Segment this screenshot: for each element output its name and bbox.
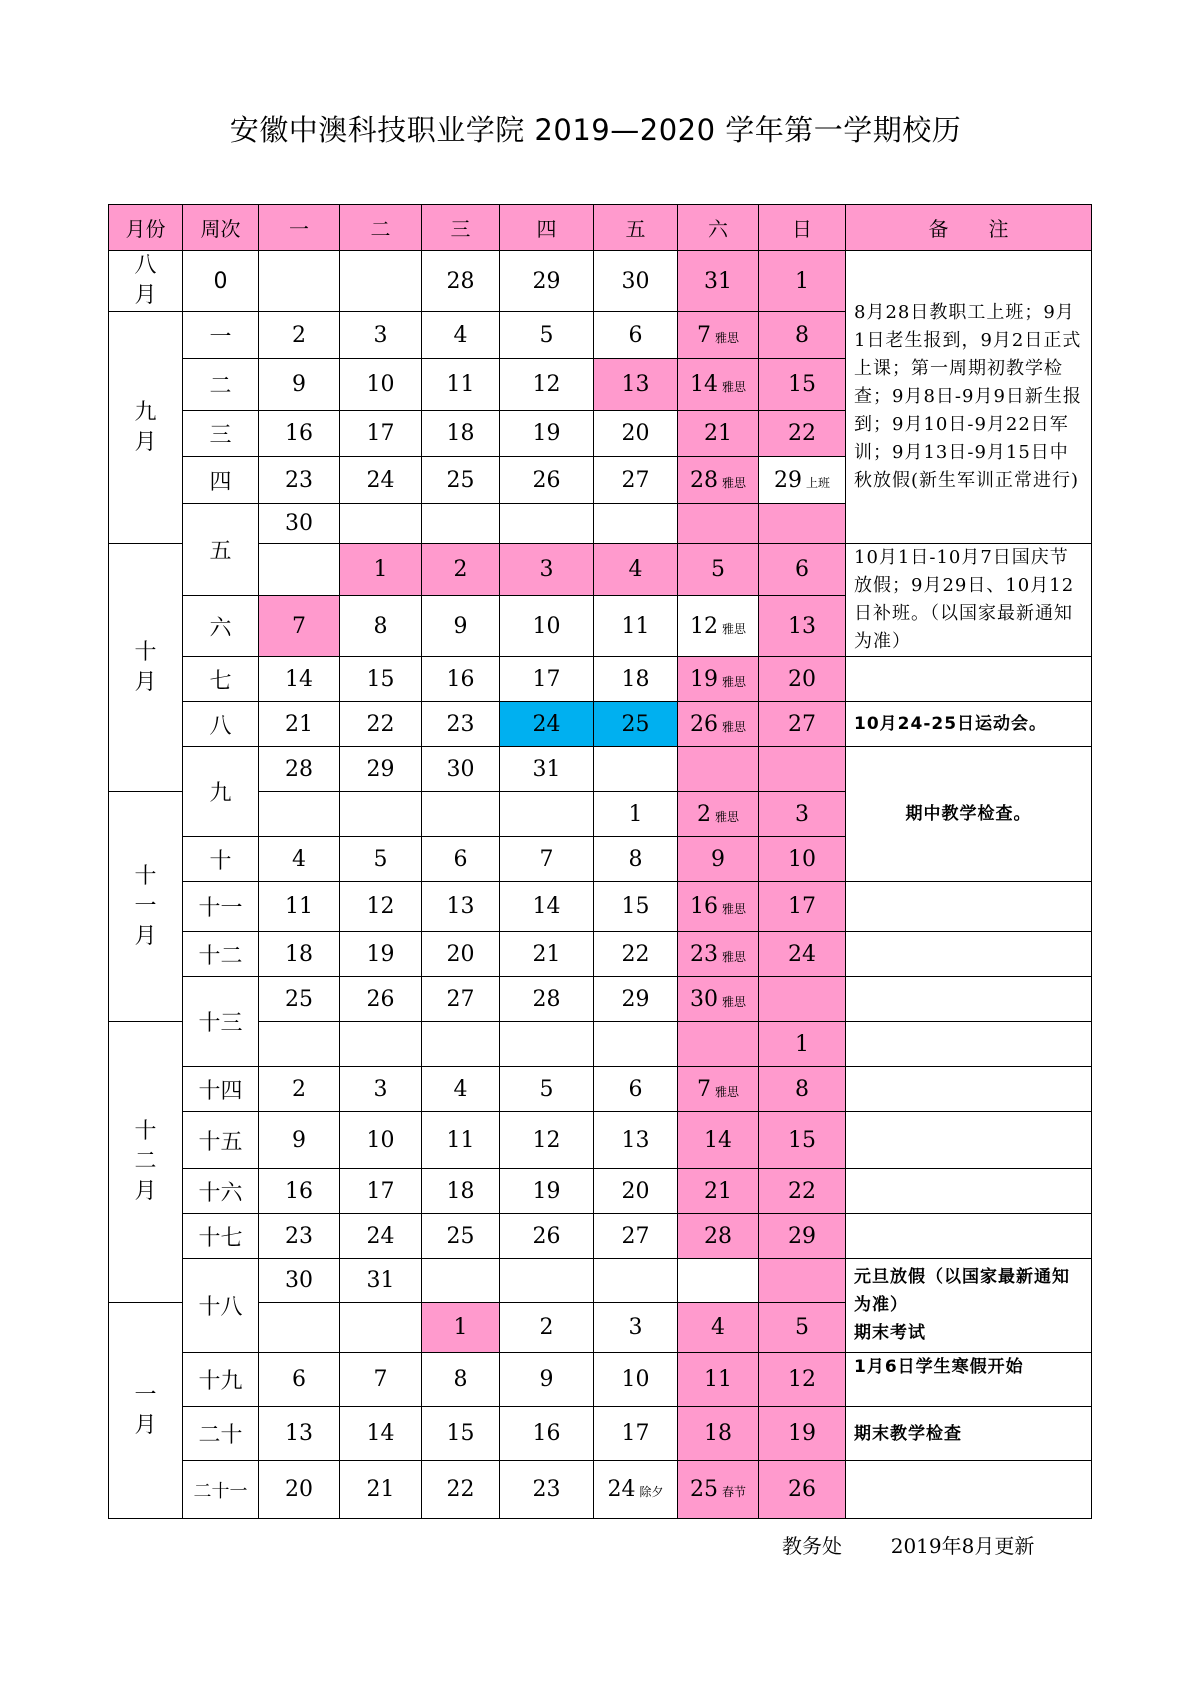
day-cell: 31 <box>678 251 759 312</box>
day-cell: 20 <box>594 411 678 457</box>
table-row <box>109 1214 1092 1259</box>
day-cell: 28 <box>422 251 500 312</box>
day-cell: 16 雅思 <box>678 882 759 932</box>
day-cell: 11 <box>422 1112 500 1169</box>
day-cell: 22 <box>340 702 422 747</box>
day-cell: 21 <box>259 702 340 747</box>
day-cell <box>500 1022 594 1067</box>
table-row <box>109 1259 1092 1303</box>
day-cell: 24 <box>340 457 422 504</box>
day-cell: 11 <box>678 1353 759 1407</box>
day-cell: 5 <box>500 312 594 359</box>
day-cell: 24 <box>340 1214 422 1259</box>
table-row <box>109 1067 1092 1112</box>
day-cell: 3 <box>340 1067 422 1112</box>
day-cell: 24 <box>759 932 846 977</box>
day-cell <box>594 504 678 544</box>
day-cell: 10 <box>594 1353 678 1407</box>
day-cell: 6 <box>759 544 846 596</box>
day-cell: 22 <box>759 1169 846 1214</box>
table-row <box>109 747 1092 792</box>
day-cell <box>340 1303 422 1353</box>
day-cell: 7 雅思 <box>678 1067 759 1112</box>
table-row <box>109 1169 1092 1214</box>
week-label: 三 <box>183 411 259 457</box>
day-cell: 6 <box>594 1067 678 1112</box>
table-row <box>109 1407 1092 1461</box>
day-cell <box>259 544 340 596</box>
day-cell: 23 <box>259 457 340 504</box>
day-cell: 17 <box>340 411 422 457</box>
day-cell: 15 <box>340 657 422 702</box>
day-cell: 12 <box>500 1112 594 1169</box>
day-cell <box>422 504 500 544</box>
day-cell <box>678 1259 759 1303</box>
remark-october: 10月1日-10月7日国庆节放假；9月29日、10月12日补班。（以国家最新通知为准） <box>846 544 1092 657</box>
remark-newyear-text: 元旦放假（以国家最新通知为准） <box>854 1267 1070 1315</box>
week-label: 四 <box>183 457 259 504</box>
day-cell: 27 <box>759 702 846 747</box>
day-cell: 12 <box>759 1353 846 1407</box>
day-cell: 20 <box>759 657 846 702</box>
day-cell: 14 <box>340 1407 422 1461</box>
week-label: 八 <box>183 702 259 747</box>
day-cell: 14 <box>259 657 340 702</box>
week-label: 十六 <box>183 1169 259 1214</box>
week-label: 七 <box>183 657 259 702</box>
day-cell: 17 <box>759 882 846 932</box>
remark-endcheck: 期末教学检查 <box>846 1407 1092 1461</box>
day-cell <box>500 504 594 544</box>
work-tag: 上班 <box>805 475 830 490</box>
day-cell <box>259 1022 340 1067</box>
day-cell <box>340 504 422 544</box>
week-label: 二十 <box>183 1407 259 1461</box>
day-cell: 10 <box>340 359 422 411</box>
remark-cell <box>846 1112 1092 1169</box>
day-cell <box>259 251 340 312</box>
remark-cell <box>846 657 1092 702</box>
day-cell: 4 <box>259 837 340 882</box>
week-label: 五 <box>183 504 259 596</box>
week-label: 十四 <box>183 1067 259 1112</box>
month-jan: 一月 <box>109 1303 183 1519</box>
day-cell <box>678 747 759 792</box>
day-cell: 14 <box>500 882 594 932</box>
table-row <box>109 882 1092 932</box>
ielts-tag: 雅思 <box>721 949 746 964</box>
day-cell <box>340 251 422 312</box>
day-cell: 30 <box>594 251 678 312</box>
day-cell: 13 <box>594 1112 678 1169</box>
day-cell: 10 <box>759 837 846 882</box>
remark-cell <box>846 1169 1092 1214</box>
day-cell <box>340 1022 422 1067</box>
day-cell: 2 雅思 <box>678 792 759 837</box>
week-label: 二 <box>183 359 259 411</box>
day-cell: 25 <box>422 457 500 504</box>
ielts-tag: 雅思 <box>721 994 746 1009</box>
week-label: 十五 <box>183 1112 259 1169</box>
day-cell: 24 除夕 <box>594 1461 678 1519</box>
day-cell: 23 <box>259 1214 340 1259</box>
day-cell: 9 <box>259 359 340 411</box>
day-cell: 28 <box>500 977 594 1022</box>
day-cell: 30 <box>422 747 500 792</box>
header-row <box>109 205 1092 251</box>
header-sun: 日 <box>759 205 846 251</box>
day-cell: 25 <box>259 977 340 1022</box>
day-cell: 7 <box>259 596 340 657</box>
day-cell <box>340 792 422 837</box>
week-label: 二十一 <box>183 1461 259 1519</box>
day-cell: 5 <box>759 1303 846 1353</box>
day-cell: 8 <box>340 596 422 657</box>
day-cell: 5 <box>500 1067 594 1112</box>
month-dec: 十二月 <box>109 1022 183 1303</box>
day-cell: 6 <box>594 312 678 359</box>
week-label: 十七 <box>183 1214 259 1259</box>
day-cell: 22 <box>759 411 846 457</box>
day-cell: 4 <box>422 312 500 359</box>
calendar-table <box>108 204 1092 1519</box>
ielts-tag: 雅思 <box>721 621 746 636</box>
day-cell: 19 <box>500 411 594 457</box>
ielts-tag: 雅思 <box>721 902 746 916</box>
day-cell <box>594 1022 678 1067</box>
day-cell: 29 <box>594 977 678 1022</box>
month-nov: 十一月 <box>109 792 183 1022</box>
day-cell <box>422 792 500 837</box>
week-label: 十一 <box>183 882 259 932</box>
day-cell: 1 <box>340 544 422 596</box>
day-cell: 18 <box>422 1169 500 1214</box>
day-cell <box>422 1259 500 1303</box>
day-cell: 19 <box>340 932 422 977</box>
week-label: 十九 <box>183 1353 259 1407</box>
remark-cell <box>846 1022 1092 1067</box>
day-cell: 28 <box>259 747 340 792</box>
day-cell: 8 <box>759 1067 846 1112</box>
day-cell: 4 <box>594 544 678 596</box>
day-cell: 17 <box>340 1169 422 1214</box>
day-cell: 13 <box>259 1407 340 1461</box>
day-cell: 31 <box>340 1259 422 1303</box>
header-thu: 四 <box>500 205 594 251</box>
day-cell: 28 雅思 <box>678 457 759 504</box>
day-cell <box>678 1022 759 1067</box>
day-cell: 7 <box>340 1353 422 1407</box>
week-label: 一 <box>183 312 259 359</box>
day-cell: 8 <box>594 837 678 882</box>
week-label: 十三 <box>183 977 259 1067</box>
day-cell: 15 <box>759 359 846 411</box>
ielts-tag: 雅思 <box>721 380 746 394</box>
day-cell: 3 <box>594 1303 678 1353</box>
day-cell <box>422 1022 500 1067</box>
table-row <box>109 1461 1092 1519</box>
remark-september: 8月28日教职工上班；9月1日老生报到，9月2日正式上课；第一周期初教学检查；9月8日-9月9日新生报到；9月10日-9月22日军训；9月13日-9月15日中秋放假(新生军训正常进行) <box>846 251 1092 544</box>
day-cell: 20 <box>422 932 500 977</box>
day-cell: 31 <box>500 747 594 792</box>
remark-cell <box>846 977 1092 1022</box>
day-cell: 1 <box>759 1022 846 1067</box>
day-cell: 7 雅思 <box>678 312 759 359</box>
day-cell: 21 <box>340 1461 422 1519</box>
day-cell: 18 <box>422 411 500 457</box>
day-cell: 1 <box>594 792 678 837</box>
day-cell: 2 <box>500 1303 594 1353</box>
day-cell: 11 <box>422 359 500 411</box>
header-wed: 三 <box>422 205 500 251</box>
day-cell: 17 <box>594 1407 678 1461</box>
remark-finals-text: 期末考试 <box>854 1323 926 1343</box>
day-cell: 15 <box>759 1112 846 1169</box>
day-cell: 18 <box>594 657 678 702</box>
day-cell <box>500 792 594 837</box>
day-cell: 9 <box>259 1112 340 1169</box>
table-row <box>109 657 1092 702</box>
day-cell: 16 <box>259 411 340 457</box>
remark-cell <box>846 1214 1092 1259</box>
table-row <box>109 251 1092 312</box>
day-cell: 25 春节 <box>678 1461 759 1519</box>
day-cell <box>678 504 759 544</box>
header-tue: 二 <box>340 205 422 251</box>
day-cell: 11 <box>259 882 340 932</box>
day-cell <box>759 504 846 544</box>
day-cell: 8 <box>759 312 846 359</box>
day-cell: 21 <box>500 932 594 977</box>
day-cell: 11 <box>594 596 678 657</box>
remark-cell <box>846 882 1092 932</box>
day-cell: 15 <box>594 882 678 932</box>
day-cell: 3 <box>500 544 594 596</box>
day-cell: 29 <box>500 251 594 312</box>
ielts-tag: 雅思 <box>721 674 746 689</box>
day-cell: 7 <box>500 837 594 882</box>
day-cell: 26 雅思 <box>678 702 759 747</box>
day-cell: 16 <box>422 657 500 702</box>
day-cell: 5 <box>340 837 422 882</box>
day-cell: 10 <box>340 1112 422 1169</box>
remark-cell <box>846 1067 1092 1112</box>
day-cell: 9 <box>678 837 759 882</box>
day-cell: 1 <box>759 251 846 312</box>
header-month: 月份 <box>109 205 183 251</box>
table-row <box>109 932 1092 977</box>
day-cell <box>594 747 678 792</box>
day-cell: 23 雅思 <box>678 932 759 977</box>
remark-sports: 10月24-25日运动会。 <box>846 702 1092 747</box>
day-cell: 6 <box>259 1353 340 1407</box>
remark-cell <box>846 932 1092 977</box>
ielts-tag: 雅思 <box>714 809 739 824</box>
day-cell <box>259 792 340 837</box>
day-cell: 23 <box>422 702 500 747</box>
header-mon: 一 <box>259 205 340 251</box>
day-cell: 22 <box>422 1461 500 1519</box>
table-row <box>109 977 1092 1022</box>
day-cell: 20 <box>594 1169 678 1214</box>
day-cell: 12 <box>500 359 594 411</box>
ielts-tag: 雅思 <box>721 719 746 734</box>
week-label: 六 <box>183 596 259 657</box>
day-cell: 9 <box>422 596 500 657</box>
spring-festival-tag: 春节 <box>721 1485 746 1499</box>
page-title: 安徽中澳科技职业学院 2019—2020 学年第一学期校历 <box>229 113 962 147</box>
day-cell <box>759 977 846 1022</box>
day-cell: 26 <box>340 977 422 1022</box>
remark-winter: 1月6日学生寒假开始 <box>846 1353 1092 1407</box>
day-cell: 24 <box>500 702 594 747</box>
day-cell: 21 <box>678 411 759 457</box>
day-cell: 4 <box>422 1067 500 1112</box>
day-cell: 19 雅思 <box>678 657 759 702</box>
day-cell: 25 <box>594 702 678 747</box>
footer <box>782 1530 1034 1559</box>
table-row <box>109 702 1092 747</box>
day-cell: 17 <box>500 657 594 702</box>
day-cell <box>759 1259 846 1303</box>
day-cell: 13 <box>759 596 846 657</box>
day-cell: 8 <box>422 1353 500 1407</box>
header-sat: 六 <box>678 205 759 251</box>
day-cell: 16 <box>500 1407 594 1461</box>
week-label: 九 <box>183 747 259 837</box>
day-cell: 19 <box>500 1169 594 1214</box>
day-cell <box>500 1259 594 1303</box>
day-cell: 30 <box>259 504 340 544</box>
week-label: 0 <box>183 251 259 312</box>
day-cell: 30 雅思 <box>678 977 759 1022</box>
day-cell: 29 上班 <box>759 457 846 504</box>
day-cell: 16 <box>259 1169 340 1214</box>
day-cell: 3 <box>759 792 846 837</box>
day-cell: 19 <box>759 1407 846 1461</box>
day-cell: 26 <box>500 1214 594 1259</box>
day-cell: 25 <box>422 1214 500 1259</box>
day-cell: 15 <box>422 1407 500 1461</box>
day-cell: 10 <box>500 596 594 657</box>
day-cell: 2 <box>422 544 500 596</box>
new-year-eve-tag: 除夕 <box>639 1485 664 1499</box>
day-cell: 1 <box>422 1303 500 1353</box>
month-oct: 十月 <box>109 544 183 792</box>
day-cell: 4 <box>678 1303 759 1353</box>
day-cell: 26 <box>759 1461 846 1519</box>
day-cell: 6 <box>422 837 500 882</box>
day-cell: 13 <box>594 359 678 411</box>
remark-newyear <box>846 1259 1092 1353</box>
day-cell: 20 <box>259 1461 340 1519</box>
day-cell <box>759 747 846 792</box>
day-cell: 27 <box>422 977 500 1022</box>
week-label: 十 <box>183 837 259 882</box>
day-cell: 14 <box>678 1112 759 1169</box>
day-cell <box>594 1259 678 1303</box>
day-cell: 12 雅思 <box>678 596 759 657</box>
month-aug: 八月 <box>109 251 183 312</box>
day-cell: 26 <box>500 457 594 504</box>
table-row <box>109 1353 1092 1407</box>
day-cell: 27 <box>594 457 678 504</box>
day-cell: 21 <box>678 1169 759 1214</box>
day-cell: 9 <box>500 1353 594 1407</box>
day-cell: 27 <box>594 1214 678 1259</box>
header-week: 周次 <box>183 205 259 251</box>
header-remarks: 备 注 <box>846 205 1092 251</box>
remark-midterm: 期中教学检查。 <box>846 747 1092 882</box>
day-cell: 2 <box>259 1067 340 1112</box>
ielts-tag: 雅思 <box>721 475 746 490</box>
footer-office: 教务处 <box>782 1534 842 1558</box>
day-cell: 18 <box>678 1407 759 1461</box>
day-cell <box>259 1303 340 1353</box>
footer-date: 2019年8月更新 <box>890 1534 1035 1558</box>
day-cell: 30 <box>259 1259 340 1303</box>
day-cell: 28 <box>678 1214 759 1259</box>
month-sep: 九月 <box>109 312 183 544</box>
week-label: 十八 <box>183 1259 259 1353</box>
day-cell: 2 <box>259 312 340 359</box>
day-cell: 18 <box>259 932 340 977</box>
ielts-tag: 雅思 <box>714 1084 739 1099</box>
remark-cell <box>846 1461 1092 1519</box>
day-cell: 29 <box>759 1214 846 1259</box>
day-cell: 29 <box>340 747 422 792</box>
week-label: 十二 <box>183 932 259 977</box>
day-cell: 5 <box>678 544 759 596</box>
day-cell: 12 <box>340 882 422 932</box>
day-cell: 3 <box>340 312 422 359</box>
day-cell: 14 雅思 <box>678 359 759 411</box>
day-cell: 13 <box>422 882 500 932</box>
table-row <box>109 1112 1092 1169</box>
day-cell: 22 <box>594 932 678 977</box>
ielts-tag: 雅思 <box>714 330 739 345</box>
header-fri: 五 <box>594 205 678 251</box>
day-cell: 23 <box>500 1461 594 1519</box>
